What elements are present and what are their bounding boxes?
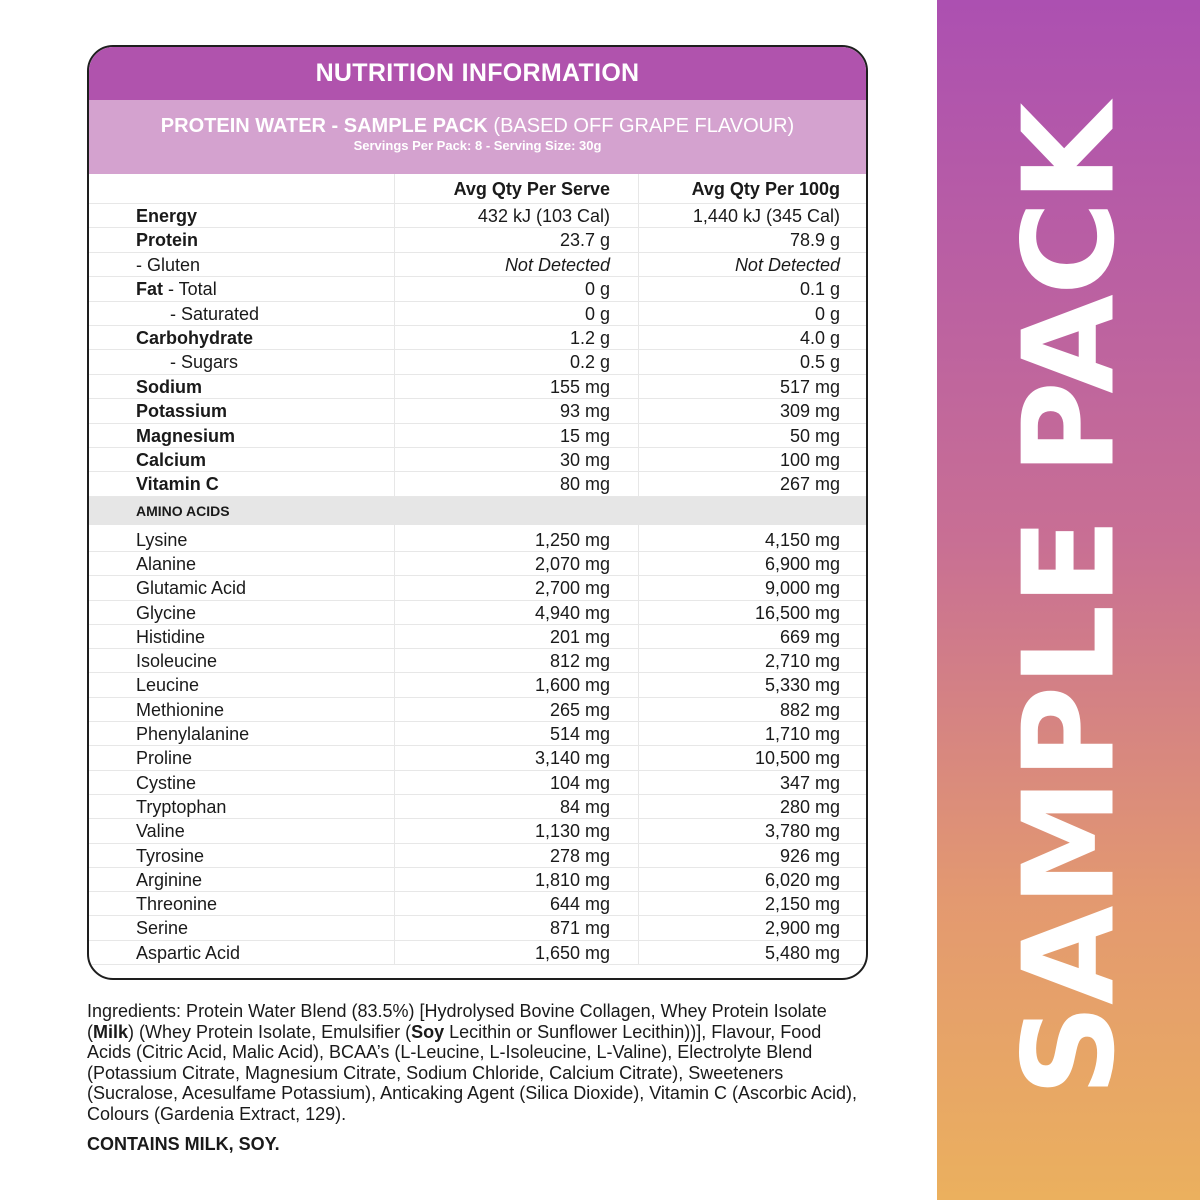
- nutrient-name: - Gluten: [136, 254, 201, 275]
- amino-per-serve: 644 mg: [549, 894, 610, 915]
- amino-per-serve: 812 mg: [549, 651, 610, 672]
- amino-acid-row: [89, 892, 866, 916]
- amino-acid-name: Arginine: [136, 869, 203, 890]
- nutrient-row: [89, 253, 866, 277]
- amino-acid-name: Tyrosine: [136, 845, 205, 866]
- amino-acids-header: [89, 497, 866, 525]
- nutrient-row: [89, 326, 866, 350]
- amino-acid-row: [89, 552, 866, 576]
- product-name: PROTEIN WATER - SAMPLE PACK: [160, 115, 488, 137]
- nutrient-rows: [89, 204, 866, 497]
- amino-acid-name: Tryptophan: [136, 796, 227, 817]
- amino-acid-row: [89, 868, 866, 892]
- nutrient-per-serve: 432 kJ (103 Cal): [477, 206, 610, 226]
- amino-acid-row: [89, 625, 866, 649]
- servings-info: Servings Per Pack: 8 - Serving Size: 30g: [353, 138, 602, 153]
- amino-acids-label: AMINO ACIDS: [136, 502, 230, 519]
- amino-per-100g: 5,330 mg: [764, 675, 840, 696]
- nutrient-row: [89, 448, 866, 472]
- nutrient-row: [89, 228, 866, 252]
- amino-per-100g: 2,710 mg: [764, 651, 840, 672]
- amino-per-100g: 280 mg: [779, 796, 840, 817]
- nutrient-name: Vitamin C: [136, 474, 219, 495]
- amino-acid-name: Glutamic Acid: [136, 578, 247, 599]
- amino-acid-row: [89, 722, 866, 746]
- nutrient-name: Protein: [136, 230, 199, 251]
- nutrient-row: [89, 472, 866, 496]
- ingredients-text: Ingredients: Protein Water Blend (83.5%) [Hydrolysed Bovine Collagen, Whey Protein Isolate (Milk) (Whey Protein Isolate, Emulsifier (Soy Lecithin or Sunflower Lecithin))], Flavour, Food Acids (Citric Acid, Malic Acid), BCAA’s (L-Leucine, L-Isoleucine, L-Valine), Electrolyte Blend (Potassium Citrate, Magnesium Citrate, Sodium Chloride, Calcium Citrate), Sweeteners (Sucralose, Acesulfame Potassium), Anticaking Agent (Silica Dioxide), Vitamin C (Ascorbic Acid), Colours (Gardenia Extract, 129).: [87, 1001, 857, 1124]
- nutrient-name: Magnesium: [136, 425, 236, 446]
- amino-per-serve: 1,130 mg: [534, 821, 610, 842]
- amino-acid-row: [89, 601, 866, 625]
- amino-acid-name: Valine: [136, 821, 185, 842]
- nutrient-per-serve: 0.2 g: [569, 352, 610, 373]
- nutrient-name: Sodium: [136, 376, 202, 397]
- amino-acid-name: Glycine: [136, 602, 197, 623]
- nutrient-per-100g: 4.0 g: [799, 327, 840, 348]
- nutrient-per-100g: 0.1 g: [799, 279, 840, 300]
- nutrient-name: Energy: [136, 206, 198, 226]
- amino-acid-name: Histidine: [136, 626, 206, 647]
- amino-per-serve: 514 mg: [549, 724, 610, 745]
- amino-per-100g: 4,150 mg: [764, 529, 840, 550]
- nutrient-name: - Saturated: [170, 303, 260, 324]
- nutrient-per-serve: 30 mg: [559, 449, 610, 470]
- amino-acid-name: Cystine: [136, 772, 197, 793]
- nutrient-per-100g: 267 mg: [779, 474, 840, 495]
- amino-acid-row: [89, 819, 866, 843]
- amino-per-100g: 9,000 mg: [764, 578, 840, 599]
- nutrient-per-100g: Not Detected: [734, 254, 840, 275]
- amino-acid-name: Leucine: [136, 675, 200, 696]
- panel-title: NUTRITION INFORMATION: [89, 47, 866, 100]
- amino-per-100g: 10,500 mg: [754, 748, 840, 769]
- nutrient-per-serve: Not Detected: [504, 254, 610, 275]
- nutrient-per-serve: 1.2 g: [569, 327, 610, 348]
- nutrient-name: Carbohydrate: [136, 327, 254, 348]
- amino-per-100g: 2,900 mg: [764, 918, 840, 939]
- amino-acid-row: [89, 746, 866, 770]
- nutrient-per-100g: 50 mg: [789, 425, 840, 446]
- amino-acid-name: Phenylalanine: [136, 724, 250, 745]
- sample-pack-banner: [937, 0, 1200, 1200]
- banner-text: SAMPLE PACK: [995, 103, 1142, 1097]
- amino-per-100g: 926 mg: [779, 845, 840, 866]
- nutrient-per-100g: 78.9 g: [789, 230, 840, 251]
- table-header-row: [89, 174, 866, 204]
- amino-acid-rows: [89, 528, 866, 965]
- amino-acid-row: [89, 649, 866, 673]
- amino-per-100g: 882 mg: [779, 699, 840, 720]
- amino-per-serve: 1,600 mg: [534, 675, 610, 696]
- panel-subheader: [89, 100, 866, 174]
- allergen-statement: CONTAINS MILK, SOY.: [87, 1134, 280, 1154]
- nutrient-per-100g: 100 mg: [779, 449, 840, 470]
- nutrient-per-100g: 1,440 kJ (345 Cal): [692, 206, 840, 226]
- amino-acid-row: [89, 916, 866, 940]
- nutrient-per-serve: 15 mg: [559, 425, 610, 446]
- nutrient-row: [89, 399, 866, 423]
- product-note: (BASED OFF GRAPE FLAVOUR): [493, 115, 795, 137]
- amino-acid-name: Aspartic Acid: [136, 942, 241, 963]
- nutrient-per-serve: 93 mg: [559, 401, 610, 422]
- col-header-per-100g: Avg Qty Per 100g: [691, 179, 840, 199]
- allergen-milk: Milk: [93, 1021, 129, 1042]
- nutrient-per-serve: 0 g: [584, 303, 610, 324]
- nutrition-panel: [87, 45, 868, 980]
- amino-acid-row: [89, 528, 866, 552]
- amino-per-serve: 1,810 mg: [534, 869, 610, 890]
- amino-per-100g: 5,480 mg: [764, 942, 840, 963]
- amino-acid-name: Lysine: [136, 529, 188, 550]
- amino-per-serve: 84 mg: [559, 796, 610, 817]
- amino-acid-name: Alanine: [136, 553, 197, 574]
- nutrient-row: [89, 424, 866, 448]
- nutrient-per-serve: 80 mg: [559, 474, 610, 495]
- amino-per-100g: 6,900 mg: [764, 553, 840, 574]
- amino-per-serve: 2,700 mg: [534, 578, 610, 599]
- amino-acid-row: [89, 698, 866, 722]
- amino-per-serve: 871 mg: [549, 918, 610, 939]
- nutrient-name: Calcium: [136, 449, 207, 470]
- amino-per-serve: 2,070 mg: [534, 553, 610, 574]
- nutrient-per-serve: 23.7 g: [559, 230, 610, 251]
- amino-per-100g: 669 mg: [779, 626, 840, 647]
- amino-acid-row: [89, 941, 866, 965]
- nutrient-name: Potassium: [136, 401, 228, 422]
- amino-acid-name: Threonine: [136, 894, 218, 915]
- nutrient-row: [89, 302, 866, 326]
- nutrient-per-100g: 309 mg: [779, 401, 840, 422]
- amino-per-100g: 1,710 mg: [764, 724, 840, 745]
- nutrient-row: [89, 350, 866, 374]
- amino-per-100g: 6,020 mg: [764, 869, 840, 890]
- amino-acid-row: [89, 844, 866, 868]
- col-header-per-serve: Avg Qty Per Serve: [453, 179, 610, 199]
- amino-per-serve: 201 mg: [549, 626, 610, 647]
- amino-acid-name: Serine: [136, 918, 189, 939]
- amino-acid-row: [89, 673, 866, 697]
- amino-per-serve: 4,940 mg: [534, 602, 610, 623]
- nutrient-row: [89, 375, 866, 399]
- amino-per-100g: 347 mg: [779, 772, 840, 793]
- nutrient-name: Fat - Total: [136, 279, 217, 300]
- amino-per-100g: 2,150 mg: [764, 894, 840, 915]
- amino-acid-row: [89, 576, 866, 600]
- nutrient-per-100g: 0.5 g: [799, 352, 840, 373]
- amino-acid-row: [89, 795, 866, 819]
- amino-acid-name: Isoleucine: [136, 651, 218, 672]
- amino-acid-row: [89, 771, 866, 795]
- amino-per-100g: 16,500 mg: [754, 602, 840, 623]
- nutrient-per-100g: 517 mg: [779, 376, 840, 397]
- amino-acid-name: Methionine: [136, 699, 225, 720]
- nutrient-per-serve: 0 g: [584, 279, 610, 300]
- nutrient-name: - Sugars: [170, 352, 239, 373]
- amino-per-100g: 3,780 mg: [764, 821, 840, 842]
- amino-per-serve: 278 mg: [549, 845, 610, 866]
- nutrition-table: [89, 174, 866, 965]
- product-line: [89, 115, 866, 137]
- amino-per-serve: 3,140 mg: [534, 748, 610, 769]
- nutrient-per-serve: 155 mg: [549, 376, 610, 397]
- amino-per-serve: 104 mg: [549, 772, 610, 793]
- amino-per-serve: 1,650 mg: [534, 942, 610, 963]
- amino-acid-name: Proline: [136, 748, 193, 769]
- amino-per-serve: 265 mg: [549, 699, 610, 720]
- allergen-soy: Soy: [411, 1021, 445, 1042]
- amino-per-serve: 1,250 mg: [534, 529, 610, 550]
- nutrient-row: [89, 204, 866, 228]
- nutrient-row: [89, 277, 866, 301]
- nutrient-per-100g: 0 g: [814, 303, 840, 324]
